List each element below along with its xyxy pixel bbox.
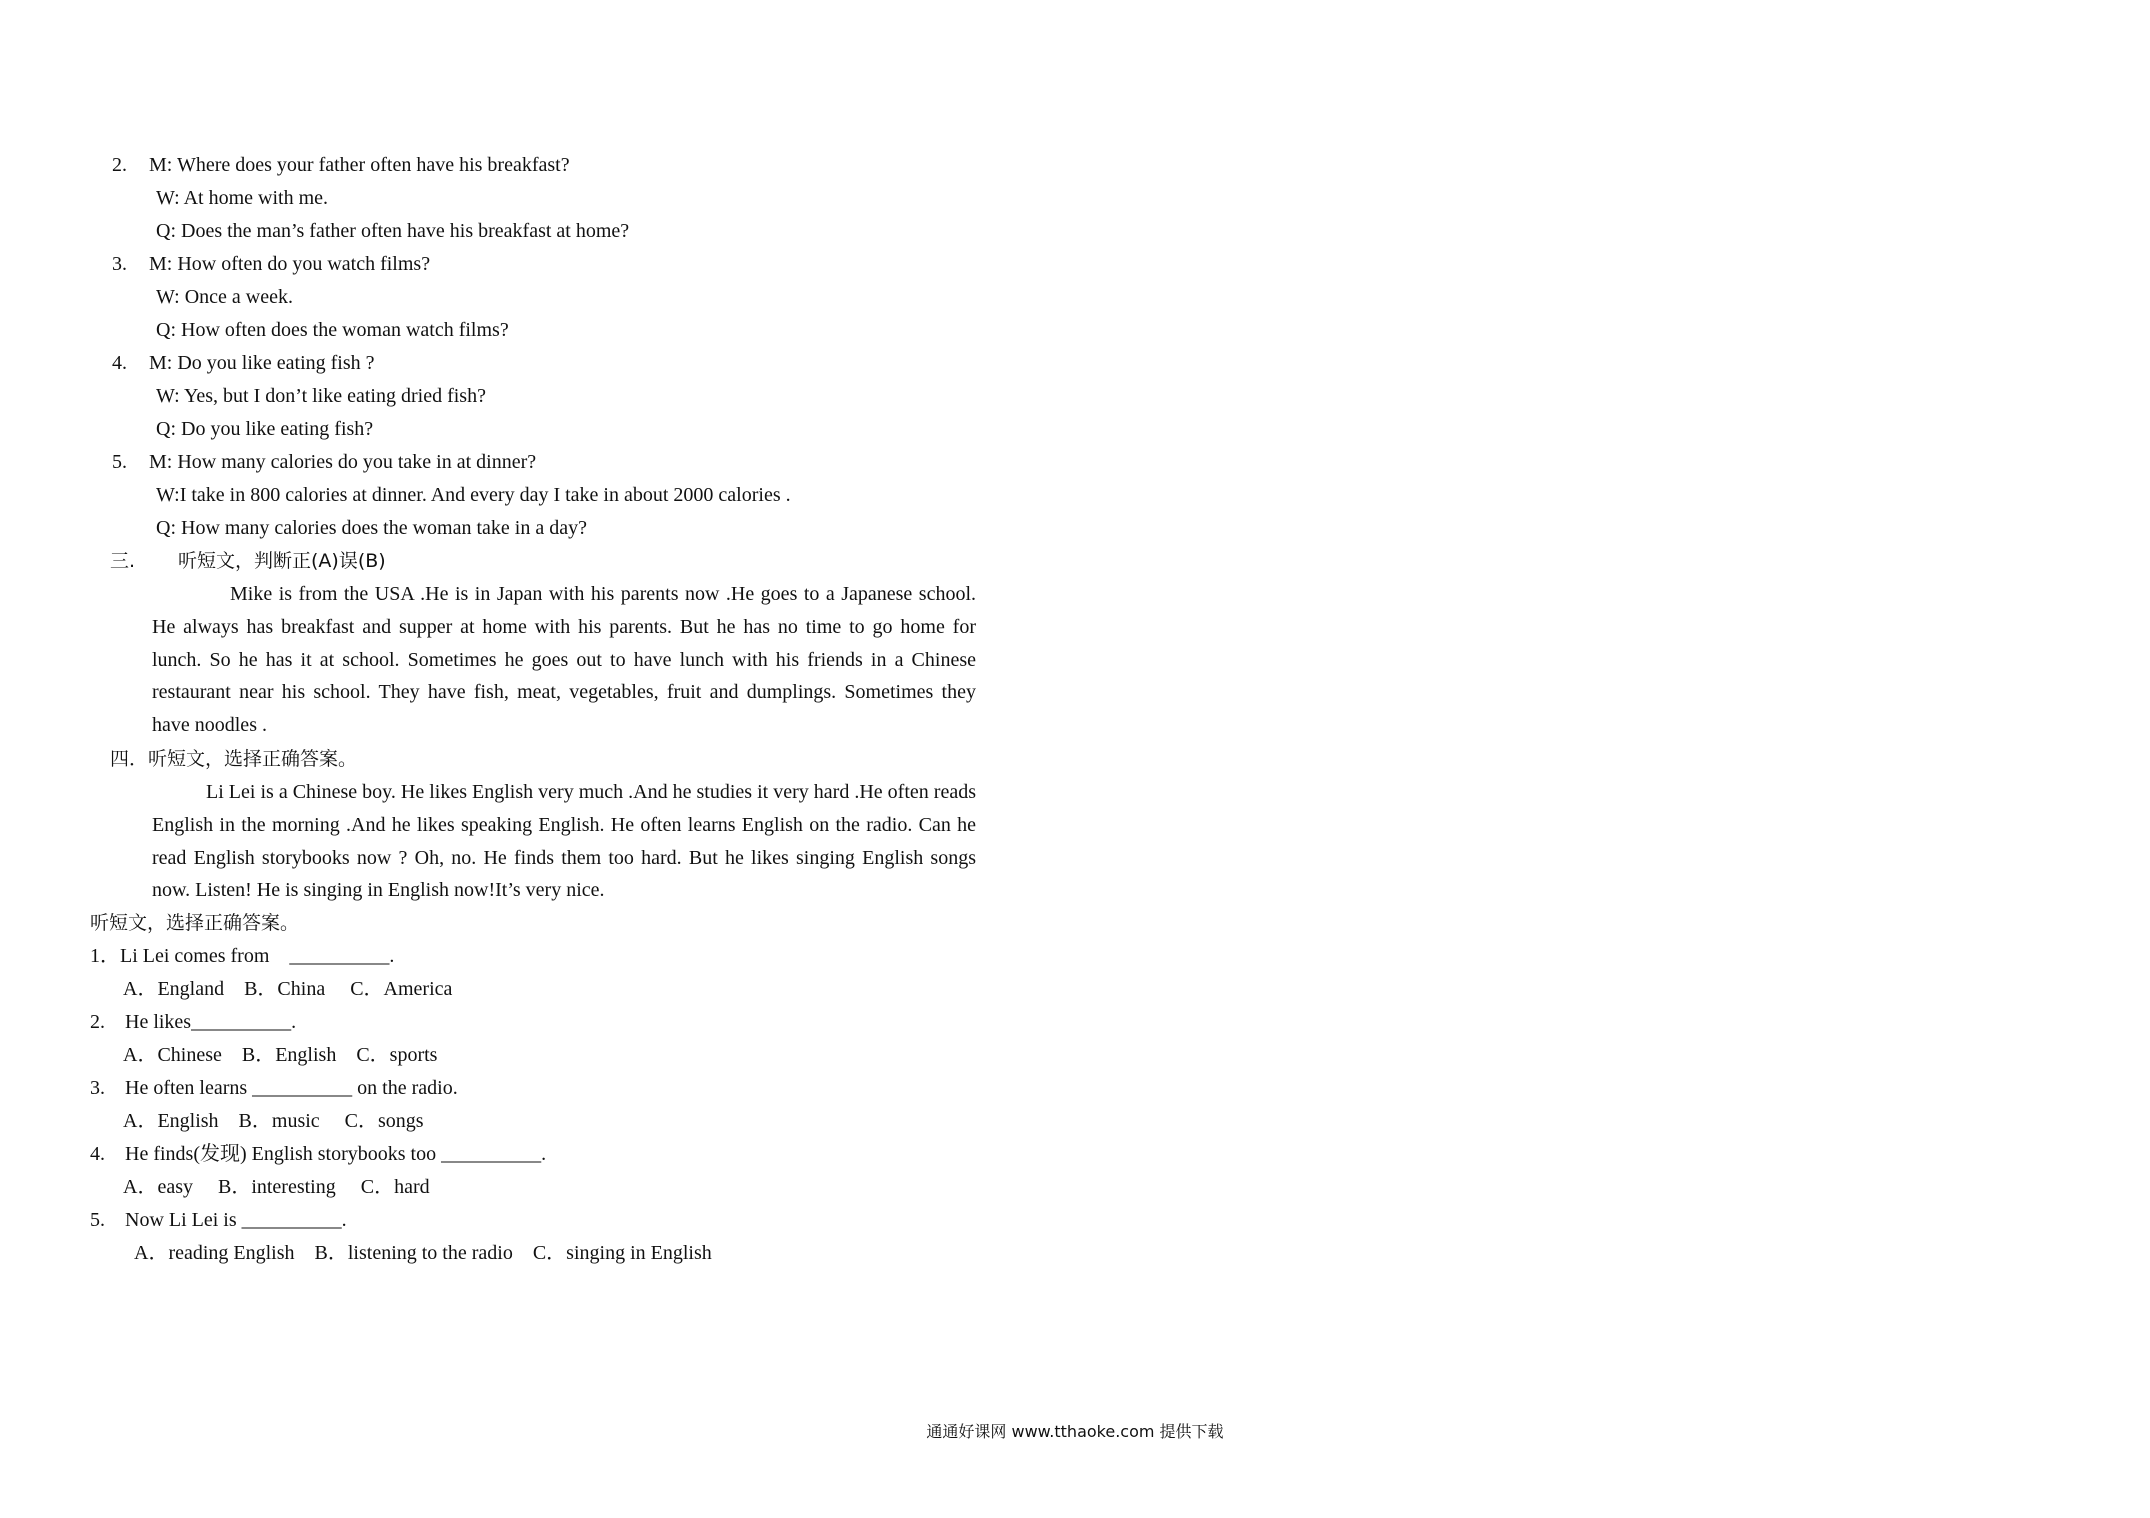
- dialogue-woman-line: W: At home with me.: [156, 187, 329, 209]
- dialogue-number: 2.: [112, 154, 127, 176]
- page-footer: 通通好课网 www.tthaoke.com 提供下载: [926, 1422, 1224, 1441]
- question-5-options: A．reading English B．listening to the radio C．singing in English: [134, 1242, 712, 1264]
- dialogue-man-line: M: Do you like eating fish ?: [149, 352, 375, 374]
- dialogue-woman-line: W: Yes, but I don’t like eating dried fish?: [156, 385, 486, 407]
- question-3-stem: 3. He often learns __________ on the radio.: [90, 1077, 458, 1099]
- dialogue-question-line: Q: How often does the woman watch films?: [156, 319, 509, 341]
- dialogue-question-line: Q: How many calories does the woman take in a day?: [156, 517, 587, 539]
- dialogue-question-line: Q: Does the man’s father often have his breakfast at home?: [156, 220, 630, 242]
- quiz-heading: 听短文，选择正确答案。: [90, 912, 300, 934]
- question-1-options: A．England B．China C．America: [123, 978, 453, 1000]
- question-5-stem: 5. Now Li Lei is __________.: [90, 1209, 347, 1231]
- dialogue-woman-line: W: Once a week.: [156, 286, 293, 308]
- question-3-options: A．English B．music C．songs: [123, 1110, 424, 1132]
- dialogue-number: 4.: [112, 352, 127, 374]
- question-1-stem: 1．Li Lei comes from __________.: [90, 945, 395, 967]
- dialogue-man-line: M: How many calories do you take in at dinner?: [149, 451, 537, 473]
- dialogue-man-line: M: How often do you watch films?: [149, 253, 431, 275]
- dialogue-number: 3.: [112, 253, 127, 275]
- dialogue-woman-line: W:I take in 800 calories at dinner. And every day I take in about 2000 calories .: [156, 484, 791, 506]
- question-2-stem: 2. He likes__________.: [90, 1011, 297, 1033]
- dialogue-number: 5.: [112, 451, 127, 473]
- section-3-heading: 听短文，判断正(A)误(B): [178, 550, 386, 572]
- section-3-passage: Mike is from the USA .He is in Japan with his parents now .He goes to a Japanese school. He always has breakfast and supper at home with his parents. But he has no time to go home for lunch. So he has it at school. Sometimes he goes out to have lunch with his friends in a Chinese restaurant near his school. They have fish, meat, vegetables, fruit and dumplings. Sometimes they have noodles .: [152, 583, 976, 737]
- dialogue-question-line: Q: Do you like eating fish?: [156, 418, 374, 440]
- question-4-options: A．easy B．interesting C．hard: [123, 1176, 430, 1198]
- question-4-stem: 4. He finds(发现) English storybooks too __________.: [90, 1143, 547, 1165]
- dialogue-man-line: M: Where does your father often have his breakfast?: [149, 154, 570, 176]
- section-4-heading: 四．听短文，选择正确答案。: [110, 748, 358, 770]
- question-2-options: A．Chinese B．English C．sports: [123, 1044, 438, 1066]
- section-4-passage: Li Lei is a Chinese boy. He likes English very much .And he studies it very hard .He often reads English in the morning .And he likes speaking English. He often learns English on the radio. Can he read English storybooks now ? Oh, no. He finds them too hard. But he likes singing English songs now. Listen! He is singing in English now!It’s very nice.: [152, 781, 976, 902]
- section-3-number: 三.: [110, 550, 136, 572]
